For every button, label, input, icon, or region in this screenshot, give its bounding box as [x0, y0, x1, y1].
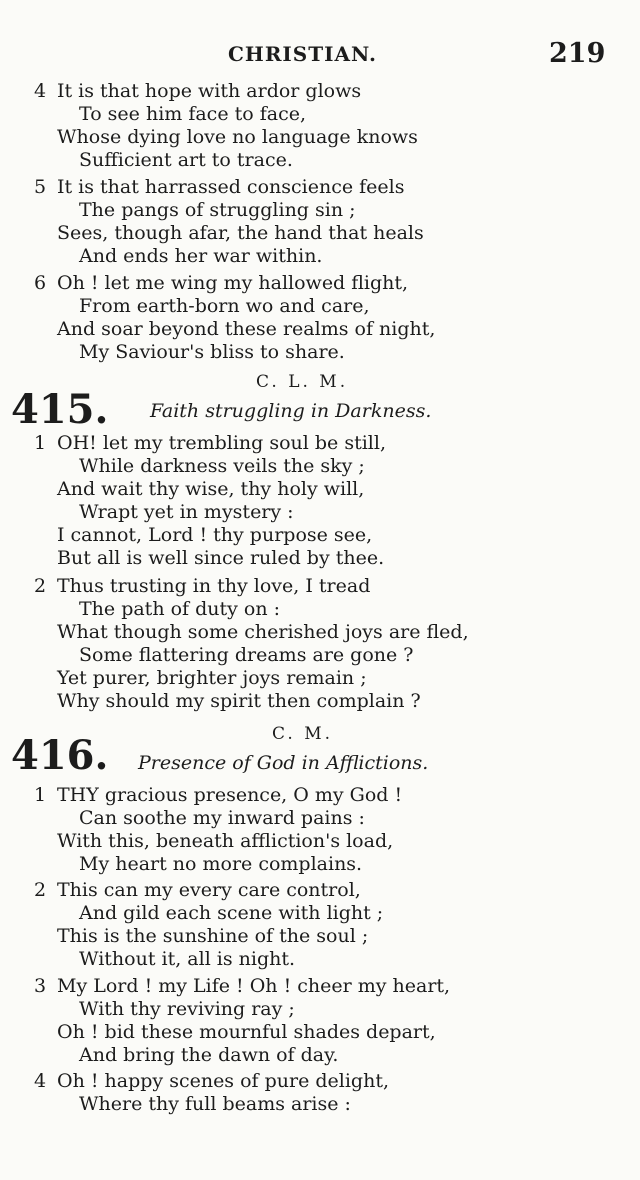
verse-line: Some flattering dreams are gone ? — [79, 644, 414, 666]
verse-line: While darkness veils the sky ; — [79, 455, 365, 477]
verse-line: Yet purer, brighter joys remain ; — [57, 667, 367, 689]
stanza-number: 6 — [34, 272, 47, 294]
stanza-number: 5 — [34, 176, 47, 198]
page-header — [0, 38, 640, 68]
verse-line: With thy reviving ray ; — [79, 998, 295, 1020]
verse-line: Oh ! let me wing my hallowed flight, — [57, 272, 409, 294]
verse-line: And ends her war within. — [79, 245, 323, 267]
verse-line: Thus trusting in thy love, I tread — [57, 575, 371, 597]
verse-line: Oh ! happy scenes of pure delight, — [57, 1070, 390, 1092]
stanza-number: 2 — [34, 879, 47, 901]
hymn-title: Presence of God in Afflictions. — [138, 752, 429, 774]
verse-line: And gild each scene with light ; — [79, 902, 384, 924]
verse-line: And soar beyond these realms of night, — [57, 318, 436, 340]
stanza-number: 3 — [34, 975, 47, 997]
verse-line: And bring the dawn of day. — [79, 1044, 339, 1066]
verse-line: It is that harrassed conscience feels — [57, 176, 405, 198]
verse-line: My Lord ! my Life ! Oh ! cheer my heart, — [57, 975, 451, 997]
stanza-number: 1 — [34, 784, 47, 806]
verse-line: Oh ! bid these mournful shades depart, — [57, 1021, 436, 1043]
verse-line: Sufficient art to trace. — [79, 149, 293, 171]
verse-line: THY gracious presence, O my God ! — [57, 784, 403, 806]
verse-line: To see him face to face, — [79, 103, 307, 125]
verse-line: Wrapt yet in mystery : — [79, 501, 294, 523]
verse-line: It is that hope with ardor glows — [57, 80, 362, 102]
verse-line: Where thy full beams arise : — [79, 1093, 351, 1115]
stanza-number: 4 — [34, 80, 47, 102]
running-head: CHRISTIAN. — [228, 42, 377, 66]
verse-line: Can soothe my inward pains : — [79, 807, 365, 829]
hymn-meter: C. M. — [272, 724, 334, 744]
hymn-meter: C. L. M. — [256, 372, 349, 392]
verse-line: From earth-born wo and care, — [79, 295, 370, 317]
hymn-title: Faith struggling in Darkness. — [150, 400, 432, 422]
verse-line: Whose dying love no language knows — [57, 126, 418, 148]
stanza-number: 1 — [34, 432, 47, 454]
verse-line: What though some cherished joys are fled, — [57, 621, 469, 643]
hymn-number: 415. — [11, 386, 109, 433]
verse-line: With this, beneath affliction's load, — [57, 830, 394, 852]
verse-line: This can my every care control, — [57, 879, 361, 901]
verse-line: Sees, though afar, the hand that heals — [57, 222, 424, 244]
stanza-number: 2 — [34, 575, 47, 597]
hymn-number: 416. — [11, 732, 109, 779]
stanza-number: 4 — [34, 1070, 47, 1092]
verse-line: My Saviour's bliss to share. — [79, 341, 345, 363]
verse-line: I cannot, Lord ! thy purpose see, — [57, 524, 373, 546]
verse-line: And wait thy wise, thy holy will, — [57, 478, 365, 500]
verse-line: The pangs of struggling sin ; — [79, 199, 356, 221]
verse-line: My heart no more complains. — [79, 853, 363, 875]
page-number: 219 — [549, 38, 606, 69]
verse-line: But all is well since ruled by thee. — [57, 547, 385, 569]
verse-line: Without it, all is night. — [79, 948, 296, 970]
verse-line: The path of duty on : — [79, 598, 281, 620]
verse-line: OH! let my trembling soul be still, — [57, 432, 386, 454]
verse-line: Why should my spirit then complain ? — [57, 690, 421, 712]
verse-line: This is the sunshine of the soul ; — [57, 925, 369, 947]
